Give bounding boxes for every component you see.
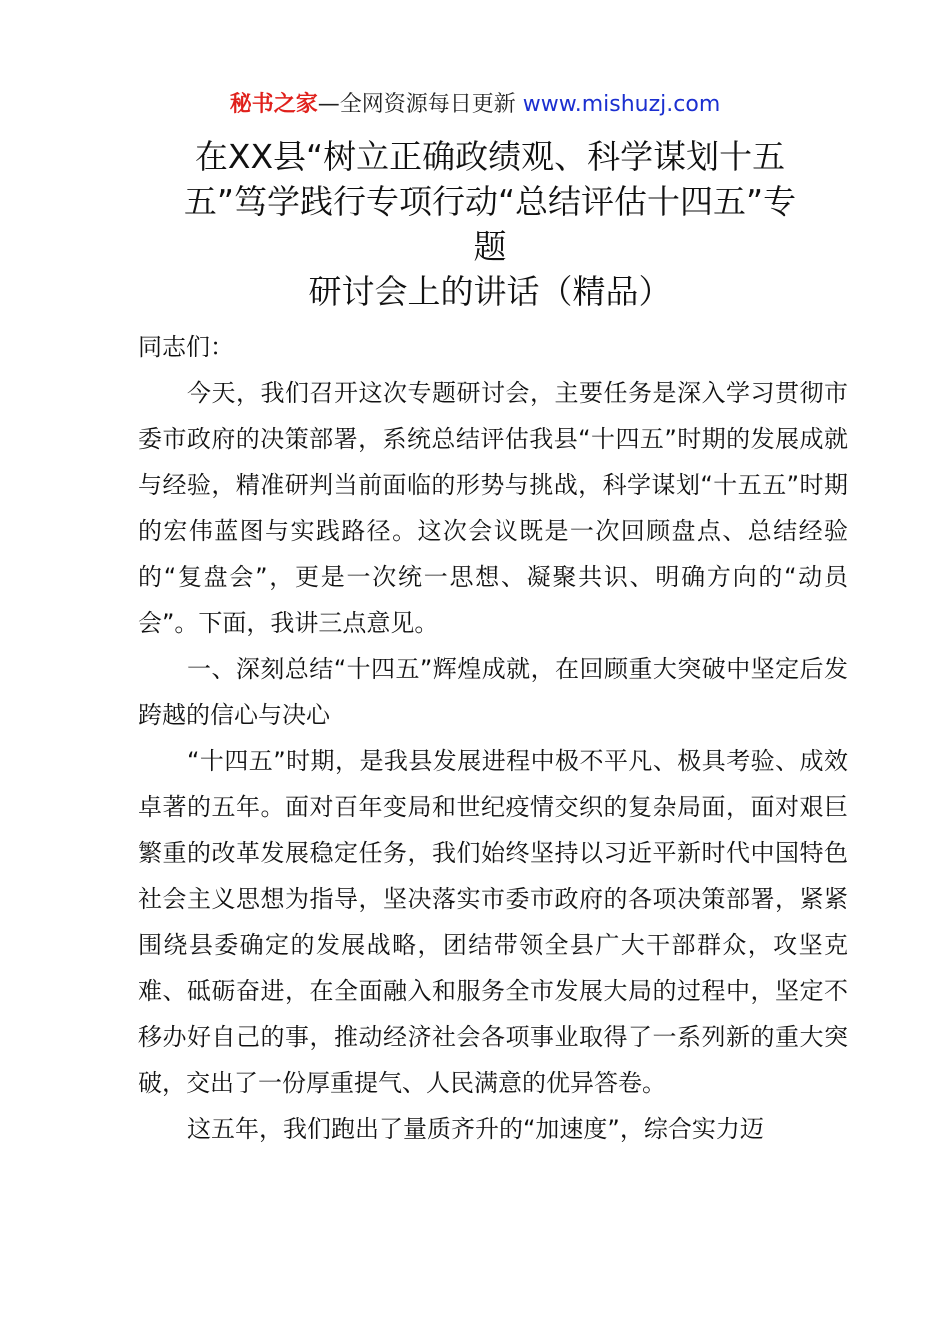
- title-line-4: 研讨会上的讲话（精品）: [308, 272, 672, 311]
- site-tagline: —全网资源每日更新: [317, 92, 523, 117]
- title-line-3: 题: [473, 227, 507, 266]
- paragraph-five-years: 这五年，我们跑出了量质齐升的“加速度”，综合实力迈: [187, 1115, 764, 1143]
- paragraph-achievements: “十四五”时期，是我县发展进程中极不平凡、极具考验、成效卓著的五年。面对百年变局和世纪疫情交织的复杂局面，面对艰巨繁重的改革发展稳定任务，我们始终坚持以习近平新时代中国特色社会主义思想为指导，坚决落实市委市政府的各项决策部署，紧紧围绕县委确定的发展战略，团结带领全县广大干部群众，攻坚克难、砥砺奋进，在全面融入和服务全市发展大局的过程中，坚定不移办好自己的事，推动经济社会各项事业取得了一系列新的重大突破，交出了一份厚重提气、人民满意的优异答卷。: [138, 747, 848, 1097]
- title-line-1: 在XX县“树立正确政绩观、科学谋划十五: [194, 137, 786, 176]
- paragraph-intro: 今天，我们召开这次专题研讨会，主要任务是深入学习贯彻市委市政府的决策部署，系统总结评估我县“十四五”时期的发展成就与经验，精准研判当前面临的形势与挑战，科学谋划“十五五”时期的宏伟蓝图与实践路径。这次会议既是一次回顾盘点、总结经验的“复盘会”，更是一次统一思想、凝聚共识、明确方向的“动员会”。下面，我讲三点意见。: [138, 379, 848, 637]
- site-url-link[interactable]: www.mishuzj.com: [522, 92, 721, 117]
- document-title: [130, 134, 850, 314]
- document-body: [138, 324, 848, 1152]
- site-header: [0, 88, 950, 122]
- salutation: 同志们：: [138, 333, 234, 361]
- section-heading-1: 一、深刻总结“十四五”辉煌成就，在回顾重大突破中坚定后发跨越的信心与决心: [138, 655, 848, 729]
- title-line-2: 五”笃学践行专项行动“总结评估十四五”专: [183, 182, 797, 221]
- site-brand: 秘书之家: [229, 92, 318, 117]
